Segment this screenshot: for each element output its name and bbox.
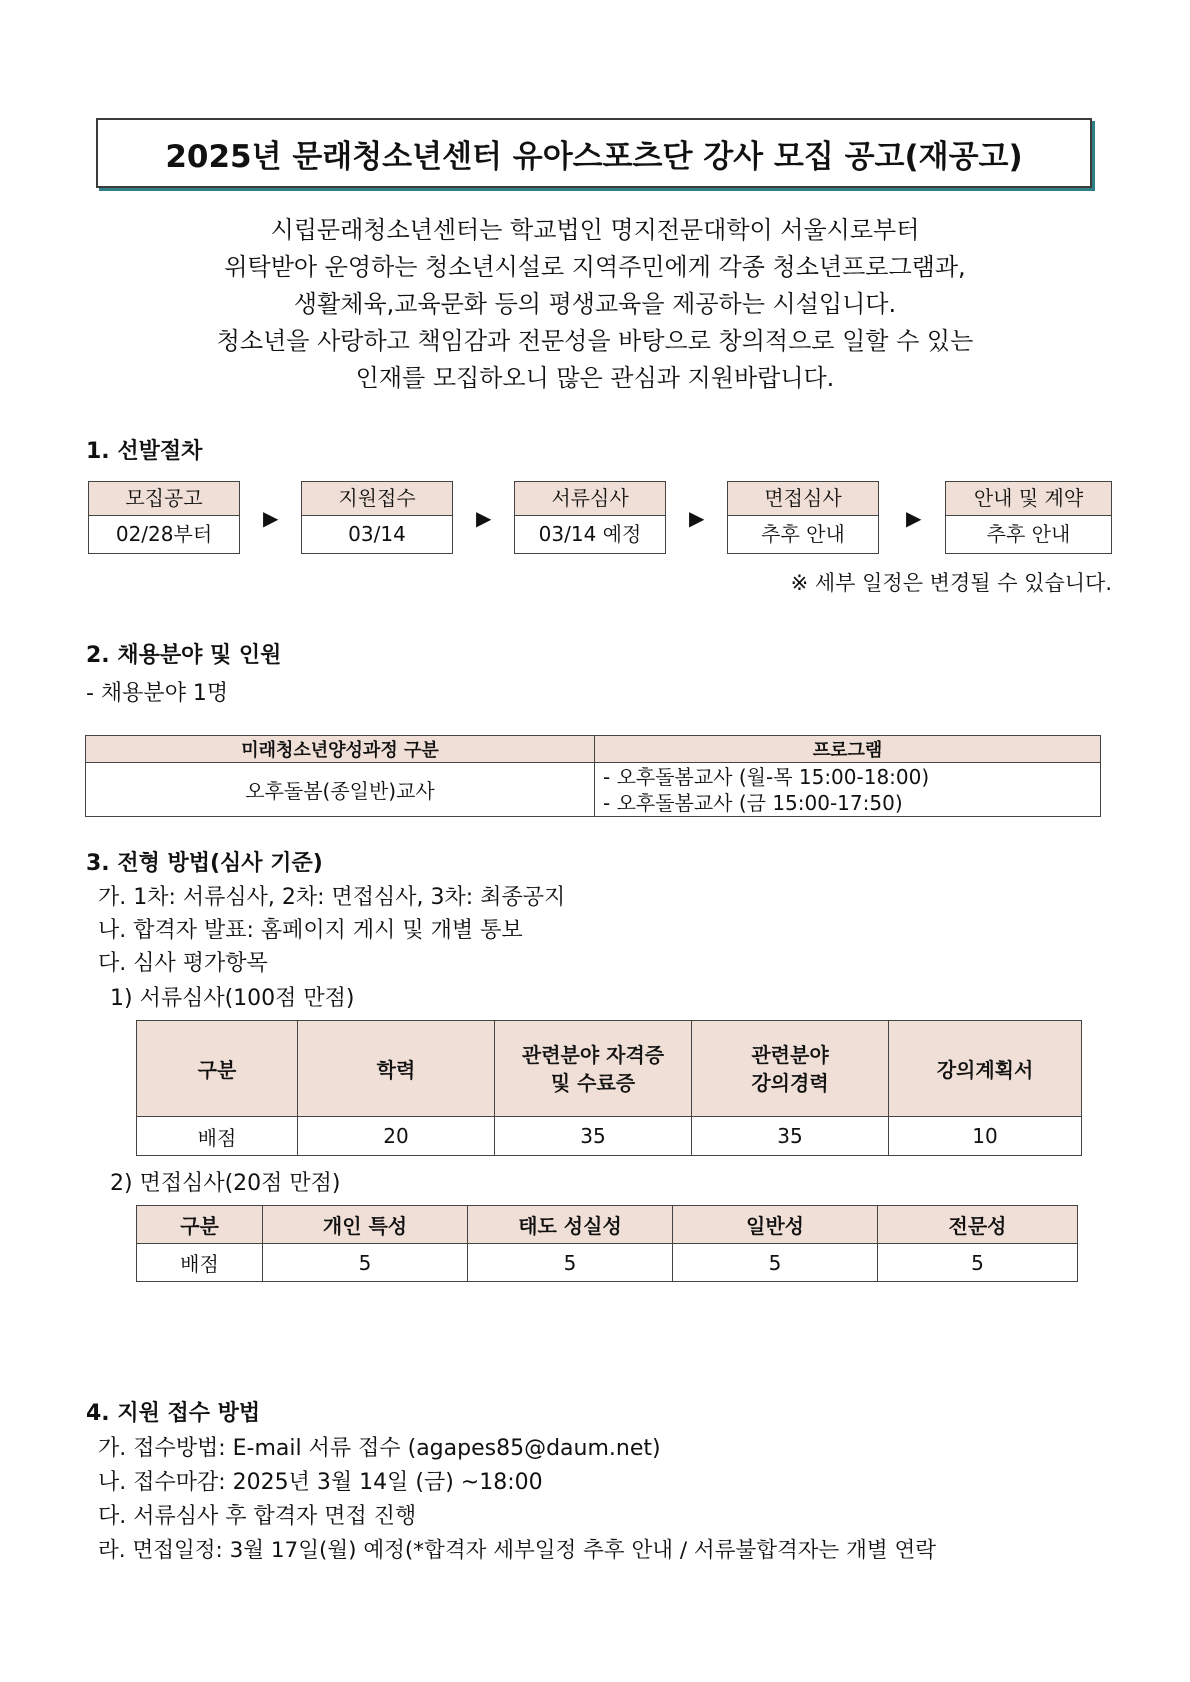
score-cell: 5 [263,1244,468,1282]
table-header: 학력 [298,1021,495,1117]
row-label: 배점 [137,1117,298,1156]
intro-paragraph [0,212,1190,397]
page-title: 2025년 문래청소년센터 유아스포츠단 강사 모집 공고(재공고) [165,138,1023,175]
score-cell: 5 [878,1244,1078,1282]
intro-line: 생활체육,교육문화 등의 평생교육을 제공하는 시설입니다. [293,290,897,318]
score-cell: 10 [889,1117,1082,1156]
table-header: 태도 성실성 [468,1206,673,1244]
table-header: 강의계획서 [889,1021,1082,1117]
section4-line: 가. 접수방법: E-mail 서류 접수 (agapes85@daum.net) [98,1436,661,1461]
title-box [96,118,1092,188]
step-date: 추후 안내 [728,516,878,553]
step-application [301,481,453,554]
step-contract [945,481,1112,554]
section3-heading: 3. 전형 방법(심사 기준) [86,851,323,876]
score-cell: 20 [298,1117,495,1156]
table-header: 구분 [137,1206,263,1244]
arrow-right-icon: ▶ [906,506,922,530]
intro-line: 위탁받아 운영하는 청소년시설로 지역주민에게 각종 청소년프로그램과, [224,253,966,281]
table-header: 관련분야 자격증 및 수료증 [495,1021,692,1117]
step-interview [727,481,879,554]
section4-heading: 4. 지원 접수 방법 [86,1401,261,1426]
step-date: 03/14 예정 [515,516,665,553]
section4-line: 라. 면접일정: 3월 17일(월) 예정(*합격자 세부일정 추후 안내 / 서류불합격자는 개별 연락 [98,1538,937,1563]
intro-line: 인재를 모집하오니 많은 관심과 지원바랍니다. [355,364,835,392]
step-date: 03/14 [302,516,452,553]
intro-line: 시립문래청소년센터는 학교법인 명지전문대학이 서울시로부터 [270,216,920,244]
row-label: 배점 [137,1244,263,1282]
program-line: - 오후돌봄교사 (월-목 15:00-18:00) [603,764,930,789]
table-header: 개인 특성 [263,1206,468,1244]
score-cell: 5 [673,1244,878,1282]
interview-title: 2) 면접심사(20점 만점) [110,1171,341,1196]
recruitment-table [85,735,1101,817]
section2-sub: - 채용분야 1명 [86,681,229,706]
step-date: 추후 안내 [946,516,1111,553]
step-label: 면접심사 [728,482,878,516]
section4-line: 나. 접수마감: 2025년 3월 14일 (금) ~18:00 [98,1470,543,1495]
table-header: 미래청소년양성과정 구분 [86,736,595,763]
step-label: 서류심사 [515,482,665,516]
score-cell: 35 [692,1117,889,1156]
arrow-right-icon: ▶ [263,506,279,530]
score-cell: 5 [468,1244,673,1282]
step-label: 안내 및 계약 [946,482,1111,516]
step-label: 지원접수 [302,482,452,516]
table-header: 일반성 [673,1206,878,1244]
doc-review-title: 1) 서류심사(100점 만점) [110,986,355,1011]
section4-line: 다. 서류심사 후 합격자 면접 진행 [98,1504,417,1529]
doc-review-table [136,1020,1082,1156]
intro-line: 청소년을 사랑하고 책임감과 전문성을 바탕으로 창의적으로 일할 수 있는 [216,327,974,355]
step-document-review [514,481,666,554]
schedule-note: ※ 세부 일정은 변경될 수 있습니다. [790,571,1112,595]
table-header: 전문성 [878,1206,1078,1244]
section2-heading: 2. 채용분야 및 인원 [86,643,282,668]
arrow-right-icon: ▶ [689,506,705,530]
table-header: 구분 [137,1021,298,1117]
score-cell: 35 [495,1117,692,1156]
program-cell [595,763,1101,817]
section3-line: 가. 1차: 서류심사, 2차: 면접심사, 3차: 최종공지 [98,885,566,910]
interview-table [136,1205,1078,1282]
program-line: - 오후돌봄교사 (금 15:00-17:50) [603,790,903,815]
step-date: 02/28부터 [89,516,239,553]
section1-heading: 1. 선발절차 [86,439,203,464]
section3-line: 나. 합격자 발표: 홈페이지 게시 및 개별 통보 [98,918,523,943]
table-header: 프로그램 [595,736,1101,763]
section3-line: 다. 심사 평가항목 [98,951,268,976]
step-label: 모집공고 [89,482,239,516]
step-recruit-notice [88,481,240,554]
table-header: 관련분야 강의경력 [692,1021,889,1117]
role-cell: 오후돌봄(종일반)교사 [86,763,595,817]
arrow-right-icon: ▶ [476,506,492,530]
